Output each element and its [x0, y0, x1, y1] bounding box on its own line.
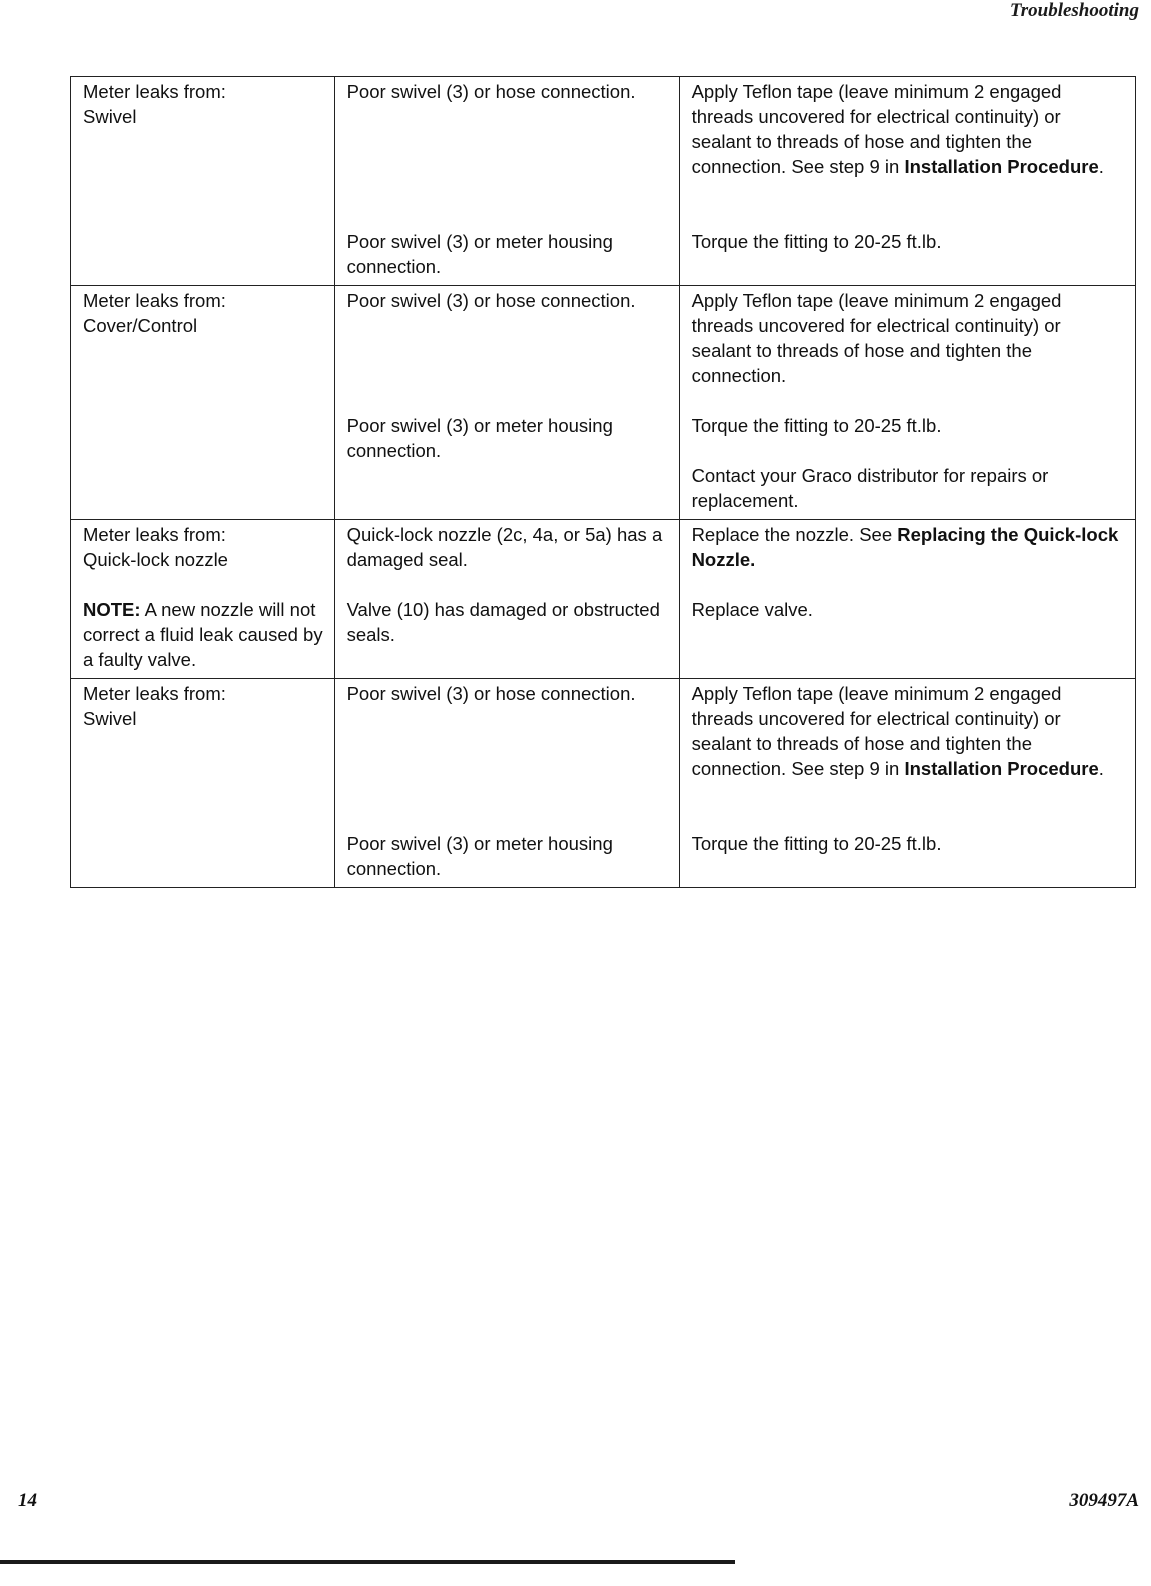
problem-cell [71, 679, 335, 888]
solution-block: Torque the fitting to 20-25 ft.lb. [691, 231, 942, 252]
solution-block: Replace the nozzle. See Replacing the Quick-lock Nozzle. [691, 524, 1119, 570]
problem-line: Swivel [83, 106, 137, 127]
problem-line: Meter leaks from: [83, 81, 226, 102]
problem-line: Cover/Control [83, 315, 198, 336]
solution-block: Apply Teflon tape (leave minimum 2 engaged threads uncovered for electrical continuity) or sealant to threads of hose and tighten the connection. See step 9 in Installation Procedure. [691, 683, 1104, 779]
solution-cell [679, 679, 1135, 888]
solution-block: Torque the fitting to 20-25 ft.lb. [691, 833, 942, 854]
cause-cell [334, 77, 679, 286]
solution-block: Apply Teflon tape (leave minimum 2 engaged threads uncovered for electrical continuity) or sealant to threads of hose and tighten the connection. See step 9 in Installation Procedure. [691, 81, 1104, 177]
problem-cell [71, 286, 335, 520]
problem-note: NOTE: A new nozzle will not correct a fluid leak caused by a faulty valve. [83, 599, 323, 670]
table-row [71, 286, 1136, 520]
page-header-title: Troubleshooting [1009, 0, 1139, 21]
cause-block: Poor swivel (3) or meter housing connection. [346, 833, 613, 879]
cause-cell [334, 520, 679, 679]
document-number: 309497A [1069, 1490, 1139, 1511]
problem-line: Meter leaks from: [83, 683, 226, 704]
solution-block: Torque the fitting to 20-25 ft.lb. [691, 415, 942, 436]
problem-cell [71, 520, 335, 679]
cause-block: Poor swivel (3) or hose connection. [346, 290, 636, 311]
problem-cell [71, 77, 335, 286]
bottom-rule [0, 1560, 735, 1564]
cause-cell [334, 286, 679, 520]
problem-line: Quick-lock nozzle [83, 549, 228, 570]
table-row [71, 520, 1136, 679]
page-number: 14 [18, 1490, 37, 1511]
problem-line: Meter leaks from: [83, 290, 226, 311]
solution-block: Contact your Graco distributor for repairs or replacement. [691, 465, 1049, 511]
solution-cell [679, 520, 1135, 679]
cause-block: Quick-lock nozzle (2c, 4a, or 5a) has a damaged seal. [346, 524, 663, 570]
cause-block: Poor swivel (3) or meter housing connection. [346, 231, 613, 277]
cause-cell [334, 679, 679, 888]
cause-block: Poor swivel (3) or meter housing connection. [346, 415, 613, 461]
troubleshooting-table [70, 76, 1136, 888]
solution-cell [679, 77, 1135, 286]
table-row [71, 679, 1136, 888]
solution-cell [679, 286, 1135, 520]
problem-line: Meter leaks from: [83, 524, 226, 545]
solution-block: Apply Teflon tape (leave minimum 2 engaged threads uncovered for electrical continuity) or sealant to threads of hose and tighten the connection. [691, 290, 1062, 386]
problem-line: Swivel [83, 708, 137, 729]
cause-block: Poor swivel (3) or hose connection. [346, 81, 636, 102]
solution-block: Replace valve. [691, 599, 813, 620]
table-row [71, 77, 1136, 286]
cause-block: Poor swivel (3) or hose connection. [346, 683, 636, 704]
cause-block: Valve (10) has damaged or obstructed seals. [346, 599, 660, 645]
